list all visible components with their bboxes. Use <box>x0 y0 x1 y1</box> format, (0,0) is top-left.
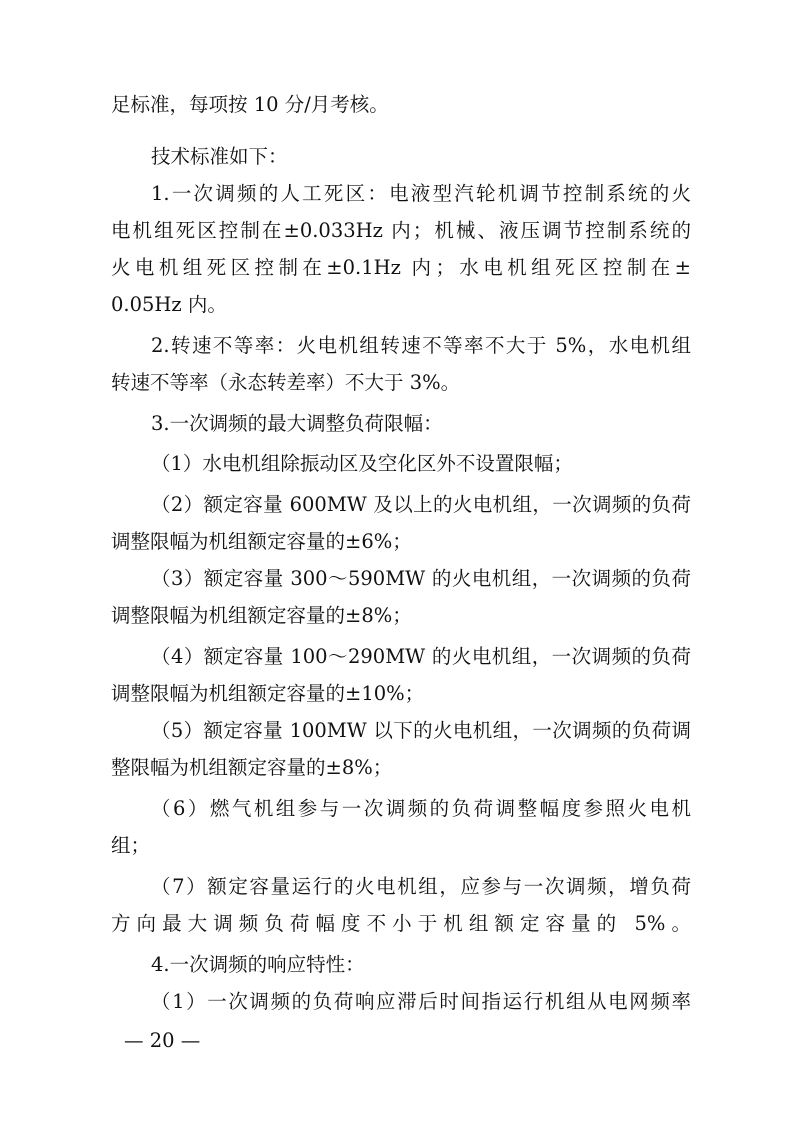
text-line: 方向最大调频负荷幅度不小于机组额定容量的 5%。 <box>111 912 691 935</box>
text-line: 调整限幅为机组额定容量的±6%； <box>111 530 412 553</box>
text-line: 足标准，每项按 10 分/月考核。 <box>111 93 389 116</box>
text-line: （5）额定容量 100MW 以下的火电机组，一次调频的负荷调 <box>151 719 691 742</box>
text-line: （6）燃气机组参与一次调频的负荷调整幅度参照火电机 <box>151 797 691 820</box>
text-line: 0.05Hz 内。 <box>111 293 227 316</box>
text-line: 电机组死区控制在±0.033Hz 内；机械、液压调节控制系统的 <box>111 219 691 242</box>
text-line: 技术标准如下： <box>151 145 288 168</box>
text-line: 1.一次调频的人工死区：电液型汽轮机调节控制系统的火 <box>151 182 691 205</box>
text-line: 调整限幅为机组额定容量的±8%； <box>111 604 412 627</box>
text-line: 3.一次调频的最大调整负荷限幅： <box>151 412 443 435</box>
text-line: 火电机组死区控制在±0.1Hz 内；水电机组死区控制在± <box>111 256 691 279</box>
text-line: 转速不等率（永态转差率）不大于 3%。 <box>111 371 461 394</box>
text-line: （2）额定容量 600MW 及以上的火电机组，一次调频的负荷 <box>151 493 691 516</box>
text-line: （3）额定容量 300～590MW 的火电机组，一次调频的负荷 <box>151 567 691 590</box>
text-line: 4.一次调频的响应特性： <box>151 953 365 976</box>
text-line: （1）一次调频的负荷响应滞后时间指运行机组从电网频率 <box>151 990 691 1013</box>
text-line: （1）水电机组除振动区及空化区外不设置限幅； <box>151 452 573 475</box>
text-line: （4）额定容量 100～290MW 的火电机组，一次调频的负荷 <box>151 645 691 668</box>
text-line: 组； <box>111 834 151 857</box>
text-line: 2.转速不等率：火电机组转速不等率不大于 5%，水电机组 <box>151 334 691 357</box>
text-line: 整限幅为机组额定容量的±8%； <box>111 756 393 779</box>
text-line: 调整限幅为机组额定容量的±10%； <box>111 682 425 705</box>
page-number: — 20 — <box>124 1029 201 1052</box>
text-line: （7）额定容量运行的火电机组，应参与一次调频，增负荷 <box>151 875 691 898</box>
